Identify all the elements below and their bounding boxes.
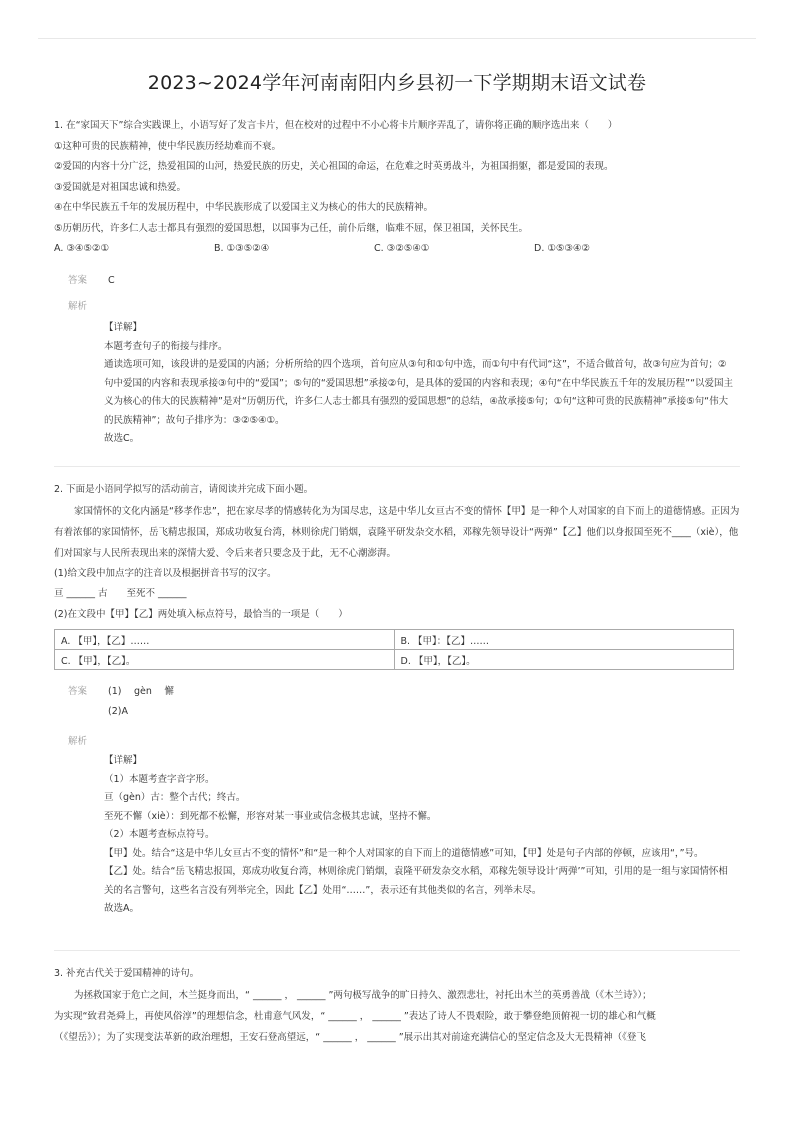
answer-label: 答案 <box>68 686 88 697</box>
analysis-block <box>104 752 734 919</box>
analysis-label: 解析 <box>68 736 88 747</box>
analysis-label-row <box>68 297 740 317</box>
header-divider <box>38 38 756 39</box>
fill-line: （《望岳》）；为了实现变法革新的政治理想，王安石登高望远，“ ______ ， ______ ”展示出其对前途充满信心的坚定信念及大无畏精神（《登飞 <box>54 1031 646 1043</box>
choices-table <box>54 629 734 670</box>
list-item: ③爱国就是对祖国忠诚和热爱。 <box>54 181 187 193</box>
analysis-line: 至死不懈（xiè）：到死都不松懈，形容对某一事业或信念极其忠诚，坚持不懈。 <box>104 810 437 822</box>
sub-question-2: (2)在文段中【甲】【乙】两处填入标点符号，最恰当的一项是（ ） <box>54 608 348 620</box>
question-1 <box>54 116 740 449</box>
sub-question-1: (1)给文段中加点字的注音以及根据拼音书写的汉字。 <box>54 567 277 579</box>
page-title: 2023~2024学年河南南阳内乡县初一下学期期末语文试卷 <box>147 72 647 94</box>
question-stem: 3. 补充古代关于爱国精神的诗句。 <box>54 968 200 979</box>
choice-a[interactable]: A. 【甲】，【乙】…… <box>55 630 395 650</box>
analysis-line: 【详解】 <box>104 755 143 766</box>
options-row <box>54 239 694 259</box>
choice-b[interactable]: B. 【甲】：【乙】…… <box>394 630 734 650</box>
option-c[interactable]: C. ③②⑤④① <box>374 243 430 254</box>
list-item: ①这种可贵的民族精神，使中华民族历经劫难而不衰。 <box>54 140 282 152</box>
question-divider <box>54 466 740 467</box>
answer-value-1: (1) gèn 懈 <box>108 686 174 697</box>
analysis-line: （1）本题考查字音字形。 <box>104 773 215 785</box>
analysis-line: 本题考查句子的衔接与排序。 <box>104 340 228 352</box>
analysis-label-row <box>68 732 740 752</box>
analysis-line: 故选C。 <box>104 433 140 444</box>
analysis-block <box>104 319 734 449</box>
answer-value-2: (2)A <box>108 706 128 717</box>
question-divider <box>54 950 740 951</box>
analysis-line: （2）本题考查标点符号。 <box>104 829 215 840</box>
choice-c[interactable]: C. 【甲】，【乙】。 <box>55 650 395 670</box>
question-3 <box>54 964 740 1048</box>
list-item: ②爱国的内容十分广泛，热爱祖国的山河，热爱民族的历史，关心祖国的命运，在危难之时英勇战斗，为祖国捐躯，都是爱国的表现。 <box>54 161 614 172</box>
analysis-line: 故选A。 <box>104 903 139 914</box>
answer-row <box>68 682 740 702</box>
option-a[interactable]: A. ③④⑤②① <box>54 243 109 254</box>
question-stem: 2. 下面是小语同学拟写的活动前言，请阅读并完成下面小题。 <box>54 484 314 495</box>
list-item: ⑤历朝历代，许多仁人志士都具有强烈的爱国思想，以国事为己任，前仆后继，临难不屈，保卫祖国，关怀民生。 <box>54 222 529 234</box>
analysis-line: 【甲】处。结合“这是中华儿女亘古不变的情怀”和“是一种个人对国家的自下而上的道德情感”可知，【甲】处是句子内部的停顿，应该用“，”号。 <box>104 847 704 859</box>
analysis-line: 通读选项可知，该段讲的是爱国的内涵；分析所给的四个选项，首句应从③句和①句中选，而①句中有代词“这”，不适合做首句，故③句应为首句；②句中爱国的内容和表现承接③句中的“爱国”；⑤句的“爱国思想”承接②句，是具体的爱国的内容和表现；④句“在中华民族五千年的发展历程”“以爱国主义为核心的伟大的民族精神”是对“历朝历代，许多仁人志士都具有强烈的爱国思想”的总结，④故承接⑤句；①句“这种可贵的民族精神”承接⑤句“伟大的民族精神”；故句子排序为：③②⑤④①。 <box>104 359 734 426</box>
answer-value: C <box>108 275 115 286</box>
choice-d[interactable]: D. 【甲】，【乙】。 <box>394 650 734 670</box>
question-stem: 1. 在“家国天下”综合实践课上，小语写好了发言卡片，但在校对的过程中不小心将卡片顺序弄乱了，请你将正确的顺序选出来（ ） <box>54 120 618 131</box>
passage: 家国情怀的文化内涵是“移孝作忠”，把在家尽孝的情感转化为为国尽忠，这是中华儿女亘古不变的情怀【甲】是一种个人对国家的自下而上的道德情感。正因为有着浓郁的家国情怀，岳飞精忠报国，郑成功收复台湾，林则徐虎门销烟，袁隆平研发杂交水稻，邓稼先领导设计“两弹”【乙】他们以身报国至死不____（xiè），他们对国家与人民所表现出来的深情大爱、令后来者只要念及于此，无不心潮澎湃。 <box>54 505 740 559</box>
fill-blank-line: 亘 ______ 古 至死不 ______ <box>54 588 187 599</box>
fill-line: 为实现“致君尧舜上，再使风俗淳”的理想信念，杜甫意气风发，“ ______ ， ______ ”表达了诗人不畏艰险，敢于攀登绝顶俯视一切的雄心和气概 <box>54 1010 656 1022</box>
question-2 <box>54 480 740 919</box>
answer-row <box>68 271 740 291</box>
list-item: ④在中华民族五千年的发展历程中，中华民族形成了以爱国主义为核心的伟大的民族精神。 <box>54 202 434 213</box>
fill-line: 为拯救国家于危亡之间，木兰挺身而出，“ ______ ， ______ ”两句极写战争的旷日持久、激烈悲壮，衬托出木兰的英勇善战（《木兰诗》）； <box>74 989 652 1001</box>
analysis-line: 【乙】处。结合“岳飞精忠报国，郑成功收复台湾，林则徐虎门销烟，袁隆平研发杂交水稻，邓稼先领导设计‘两弹’”可知，引用的是一组与家国情怀相关的名言警句，这些名言没有列举完全，因此【乙】处用“……”，表示还有其他类似的名言，列举未尽。 <box>104 866 728 896</box>
answer-label: 答案 <box>68 275 88 286</box>
option-d[interactable]: D. ①⑤③④② <box>534 243 590 254</box>
analysis-line: 【详解】 <box>104 322 143 333</box>
answer-row-2 <box>68 702 740 722</box>
analysis-label: 解析 <box>68 301 88 312</box>
analysis-line: 亘（gèn）古：整个古代；终古。 <box>104 792 246 803</box>
option-b[interactable]: B. ①③⑤②④ <box>214 243 270 254</box>
